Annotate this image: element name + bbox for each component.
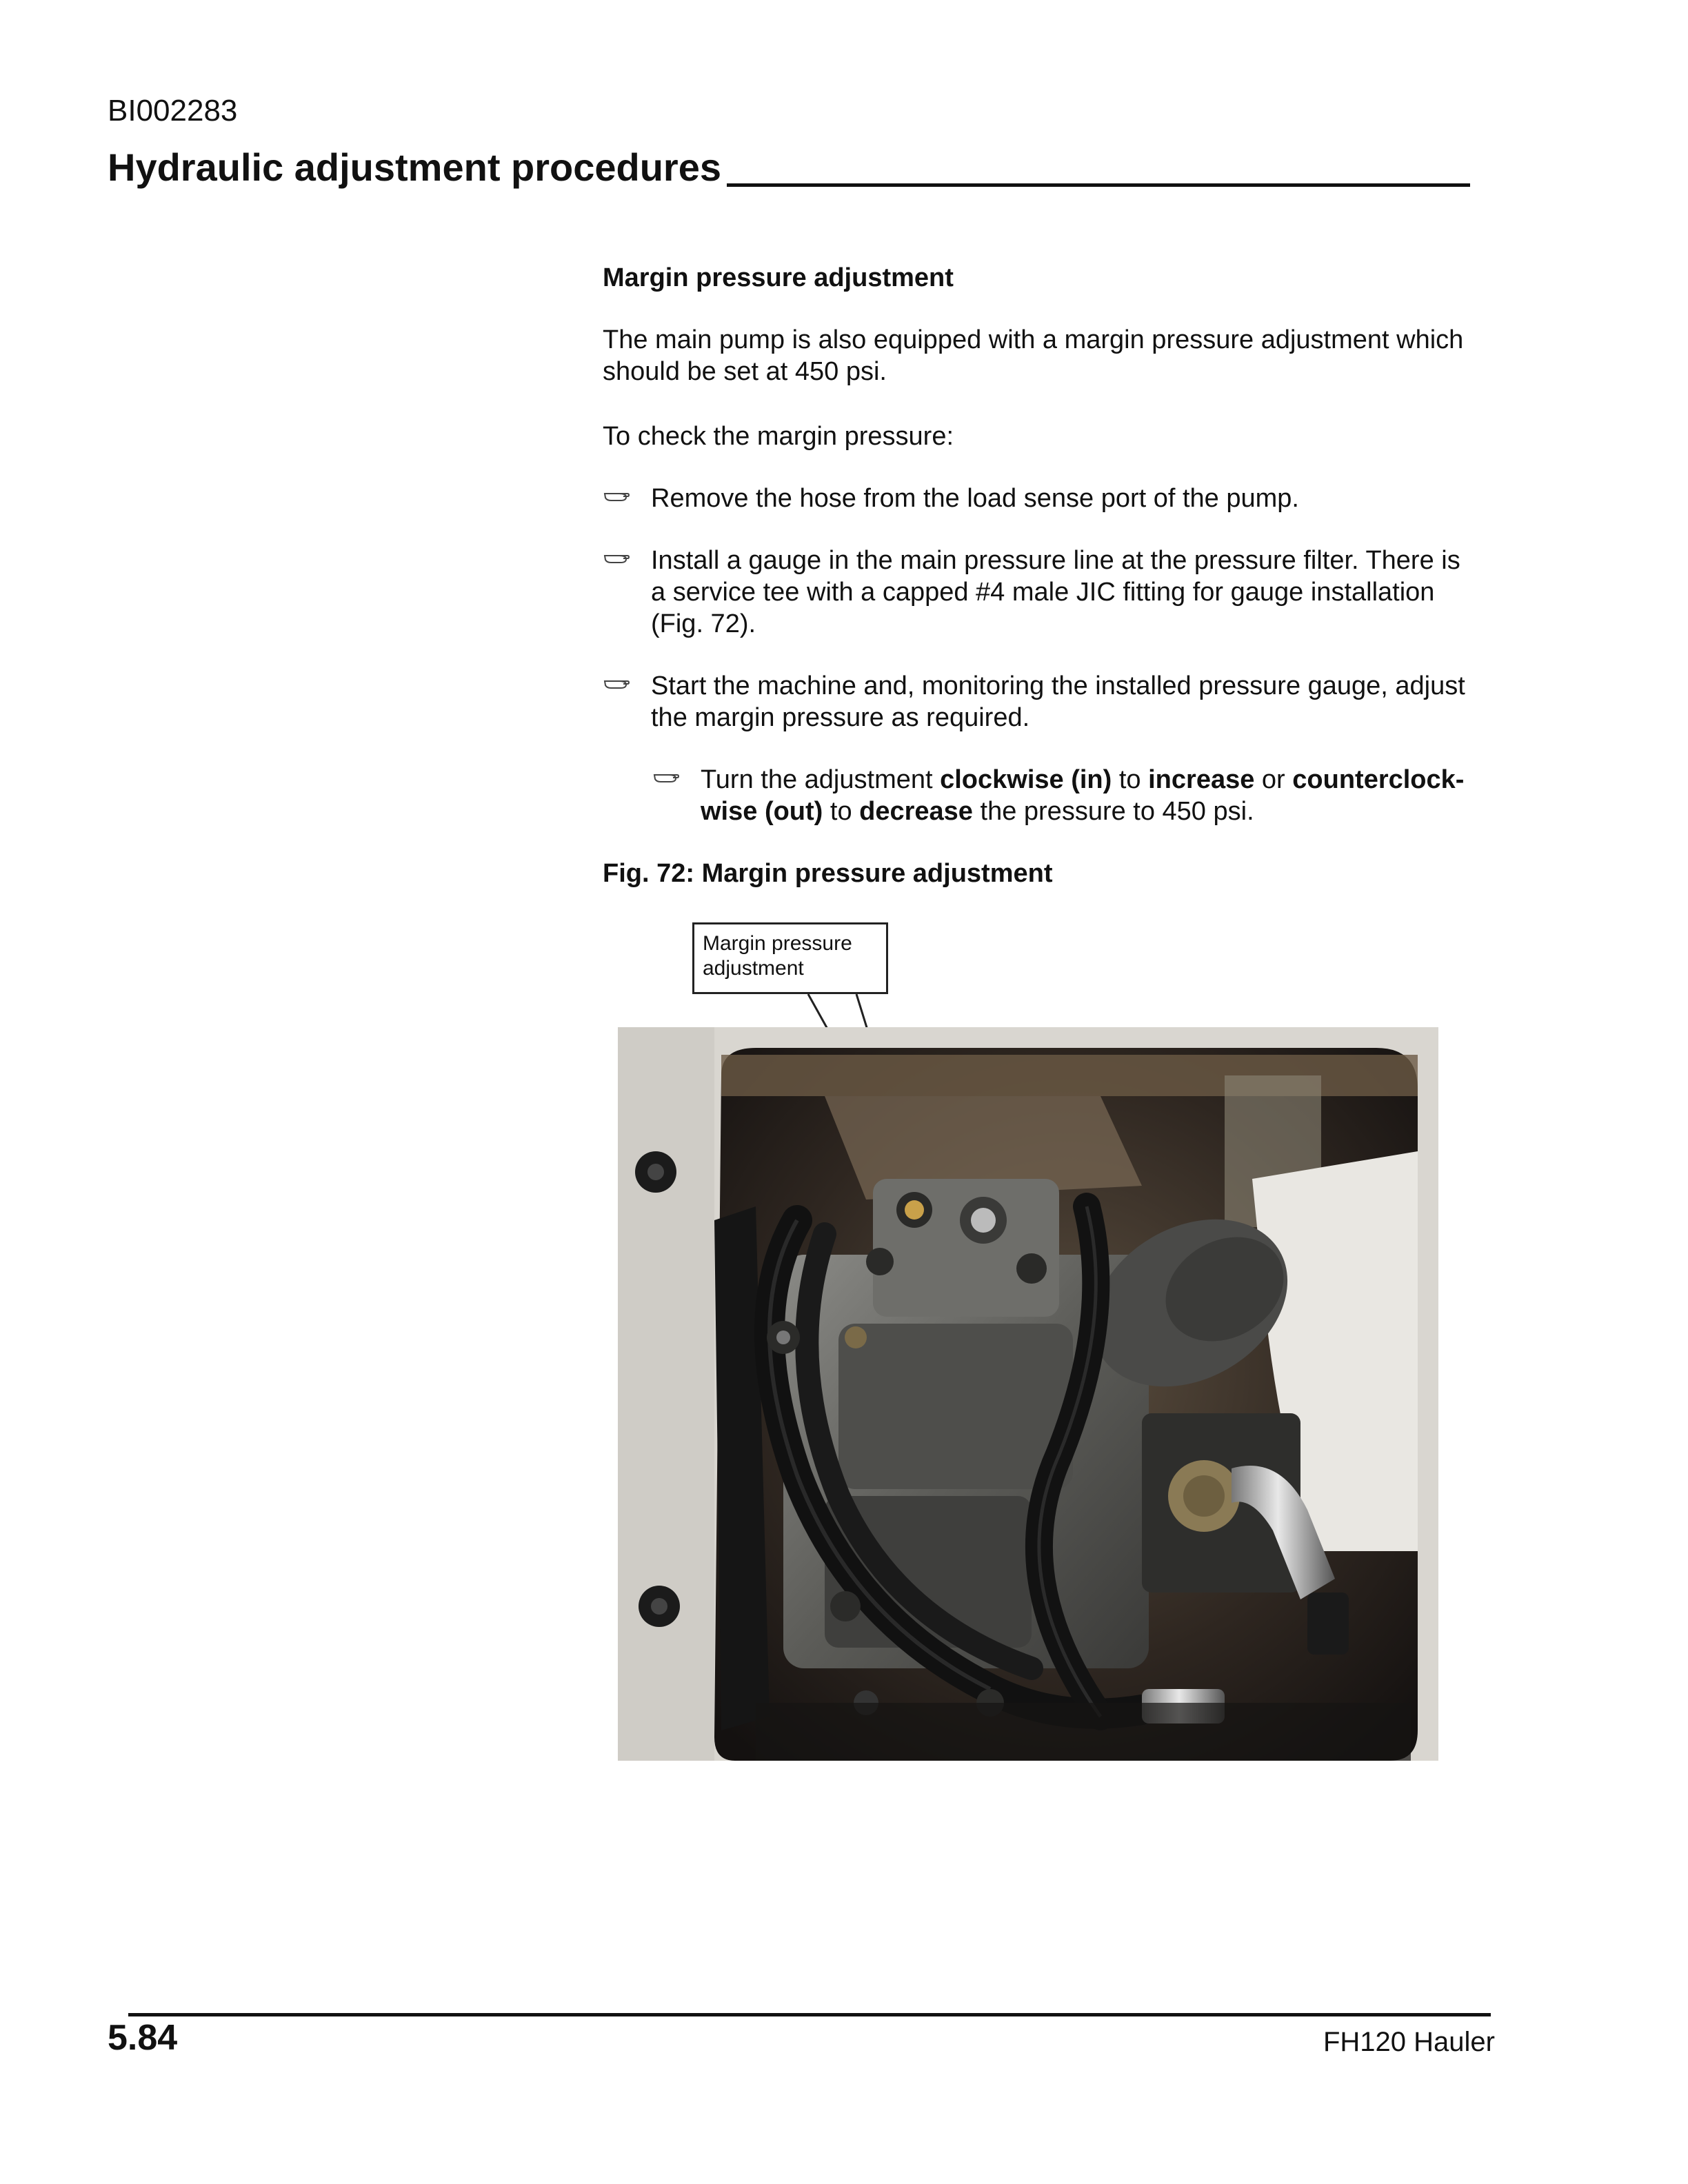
pointing-hand-icon (652, 767, 680, 787)
section-heading: Margin pressure adjustment (603, 263, 954, 292)
bullet-text: Remove the hose from the load sense port of the pump. (651, 484, 1299, 513)
page-number: 5.84 (108, 2018, 178, 2058)
pointing-hand-icon (603, 673, 630, 694)
list-item (603, 545, 1471, 648)
bullet-text: Install a gauge in the main pressure line at the pressure filter. There is a service tee with a capped #4 male JIC fitting for gauge installation (Fig. 72). (651, 546, 1460, 638)
clockwise-term: clockwise (in) (940, 765, 1112, 794)
pump-photo (618, 1027, 1438, 1761)
increase-term: increase (1148, 765, 1255, 794)
check-intro-text: To check the margin pressure: (603, 422, 954, 451)
decrease-term: decrease (859, 797, 973, 826)
page-title: Hydraulic adjustment procedures (108, 145, 722, 189)
footer-rule (128, 2013, 1491, 2016)
figure-caption: Fig. 72: Margin pressure adjustment (603, 859, 1053, 888)
counterclockwise-term: counterclock-wise (out) (701, 765, 1465, 826)
intro-paragraph: The main pump is also equipped with a margin pressure adjustment which should be set at 450 psi. (603, 325, 1464, 386)
callout-label: Margin pressure adjustment (692, 922, 888, 994)
list-item (603, 483, 1471, 517)
sub-list-item (652, 764, 1480, 833)
bullet-text: Start the machine and, monitoring the installed pressure gauge, adjust the margin pressure as required. (651, 671, 1465, 732)
pointing-hand-icon (603, 547, 630, 568)
title-underline (727, 183, 1470, 187)
sub-bullet-text: Turn the adjustment clockwise (in) to increase or counterclock-wise (out) to decrease the pressure to 450 psi. (701, 765, 1465, 826)
document-id: BI002283 (108, 94, 238, 128)
list-item (603, 670, 1471, 739)
manual-name: FH120 Hauler (1323, 2027, 1495, 2057)
pointing-hand-icon (603, 485, 630, 506)
